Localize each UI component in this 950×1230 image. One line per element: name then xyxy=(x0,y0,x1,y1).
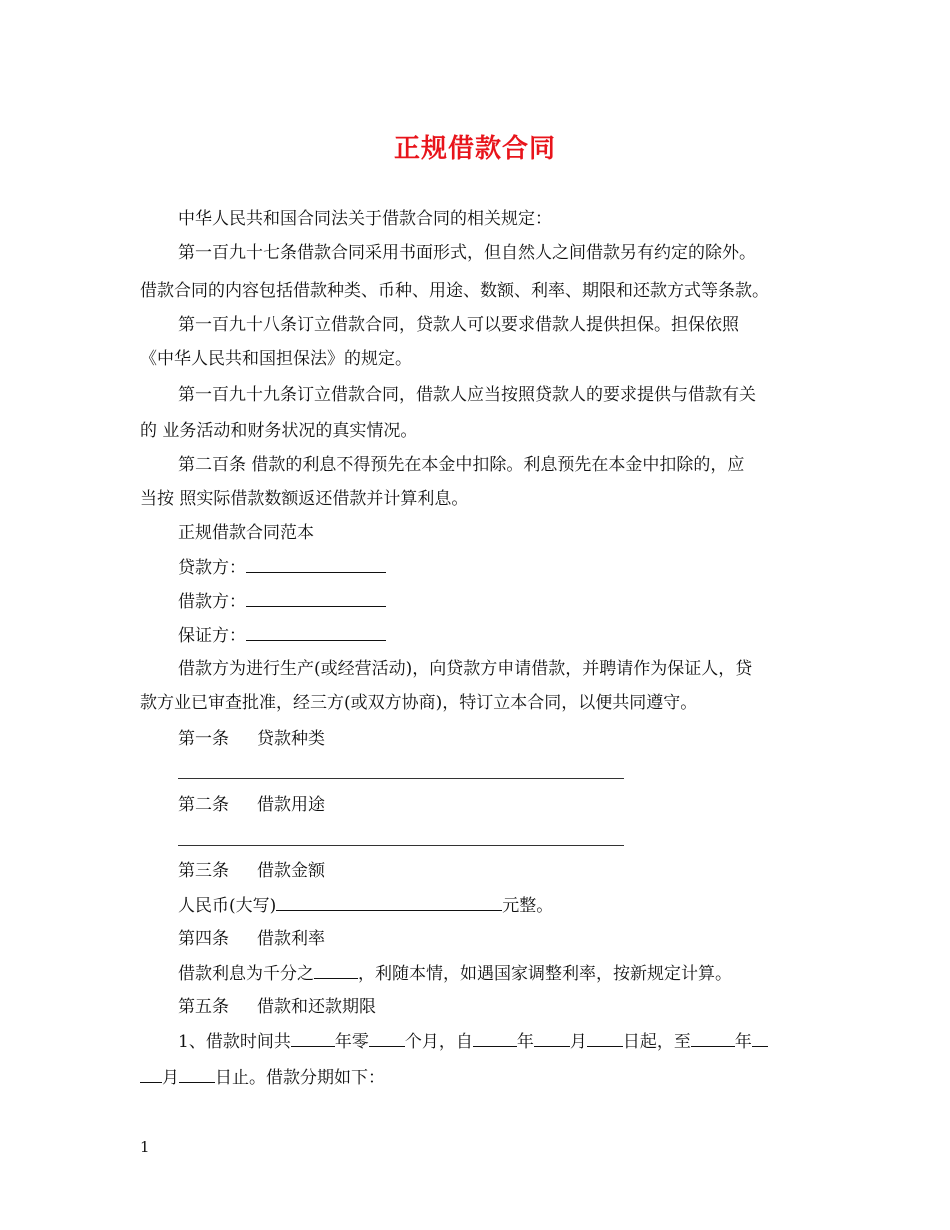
term-text-7: 年 xyxy=(734,1032,752,1052)
clause-3-title: 借款金额 xyxy=(257,861,325,881)
clause-4-number: 第四条 xyxy=(178,929,229,949)
term-blank-end-month-part2 xyxy=(140,1066,162,1083)
amount-line xyxy=(178,894,553,917)
preamble-line1: 借款方为进行生产(或经营活动)，向贷款方申请借款，并聘请作为保证人，贷 xyxy=(178,659,753,679)
article-198-line2: 《中华人民共和国担保法》的规定。 xyxy=(140,349,412,369)
preamble-line2: 款方业已审查批准，经三方(或双方协商)，特订立本合同，以便共同遵守。 xyxy=(140,693,698,713)
clause-2-heading xyxy=(178,794,325,816)
term-blank-years xyxy=(291,1030,335,1047)
term-text-3: 个月，自 xyxy=(404,1032,473,1052)
borrower-blank xyxy=(246,590,386,607)
article-199-line1: 第一百九十九条订立借款合同，借款人应当按照贷款人的要求提供与借款有关 xyxy=(178,385,756,405)
rate-blank xyxy=(314,962,358,979)
amount-blank xyxy=(276,894,502,911)
term-blank-end-month-part1 xyxy=(752,1030,768,1047)
term-text-9: 日止。借款分期如下： xyxy=(215,1068,385,1088)
clause-1-title: 贷款种类 xyxy=(257,729,325,749)
article-197-line1: 第一百九十七条借款合同采用书面形式，但自然人之间借款另有约定的除外。 xyxy=(178,243,756,263)
term-blank-months xyxy=(369,1030,405,1047)
clause-3-heading xyxy=(178,860,325,882)
amount-prefix: 人民币(大写) xyxy=(178,896,277,916)
term-text-1: 1、借款时间共 xyxy=(178,1032,291,1052)
article-200-line1: 第二百条 借款的利息不得预先在本金中扣除。利息预先在本金中扣除的，应 xyxy=(178,455,745,475)
clause-5-heading xyxy=(178,996,376,1018)
term-blank-end-day xyxy=(179,1066,215,1083)
term-text-8: 月 xyxy=(162,1068,179,1088)
term-line1 xyxy=(178,1030,768,1053)
article-197-line2: 借款合同的内容包括借款种类、币种、用途、数额、利率、期限和还款方式等条款。 xyxy=(140,281,769,301)
clause-2-title: 借款用途 xyxy=(257,795,325,815)
article-199-line2: 的 业务活动和财务状况的真实情况。 xyxy=(140,421,418,441)
article-198-line1: 第一百九十八条订立借款合同，贷款人可以要求借款人提供担保。担保依照 xyxy=(178,315,739,335)
rate-prefix: 借款利息为千分之 xyxy=(178,964,314,984)
guarantor-field xyxy=(178,624,386,647)
term-blank-start-day xyxy=(587,1030,623,1047)
clause-1-blank-line xyxy=(178,778,624,779)
clause-5-number: 第五条 xyxy=(178,997,229,1017)
borrower-label: 借款方： xyxy=(178,592,246,612)
term-blank-start-year xyxy=(473,1030,517,1047)
guarantor-label: 保证方： xyxy=(178,626,246,646)
clause-5-title: 借款和还款期限 xyxy=(257,997,376,1017)
clause-3-number: 第三条 xyxy=(178,861,229,881)
lender-label: 贷款方： xyxy=(178,558,246,578)
rate-suffix: ，利随本情，如遇国家调整利率，按新规定计算。 xyxy=(358,964,732,984)
clause-4-title: 借款利率 xyxy=(257,929,325,949)
amount-suffix: 元整。 xyxy=(502,896,554,916)
document-title: 正规借款合同 xyxy=(393,134,556,164)
page-number: 1 xyxy=(140,1138,150,1156)
clause-1-number: 第一条 xyxy=(178,729,229,749)
lender-blank xyxy=(246,556,386,573)
term-text-5: 月 xyxy=(569,1032,587,1052)
term-text-6: 日起，至 xyxy=(622,1032,691,1052)
clause-4-heading xyxy=(178,928,325,950)
term-line2 xyxy=(140,1066,385,1089)
rate-line xyxy=(178,962,732,985)
guarantor-blank xyxy=(246,624,386,641)
term-blank-start-month xyxy=(534,1030,570,1047)
clause-2-blank-line xyxy=(178,845,624,846)
borrower-field xyxy=(178,590,386,613)
term-blank-end-year xyxy=(691,1030,735,1047)
term-text-4: 年 xyxy=(516,1032,534,1052)
intro-text: 中华人民共和国合同法关于借款合同的相关规定： xyxy=(178,209,552,229)
lender-field xyxy=(178,556,386,579)
clause-1-heading xyxy=(178,728,325,750)
term-text-2: 年零 xyxy=(334,1032,369,1052)
article-200-line2: 当按 照实际借款数额返还借款并计算利息。 xyxy=(140,489,469,509)
clause-2-number: 第二条 xyxy=(178,795,229,815)
sample-heading: 正规借款合同范本 xyxy=(178,523,314,543)
